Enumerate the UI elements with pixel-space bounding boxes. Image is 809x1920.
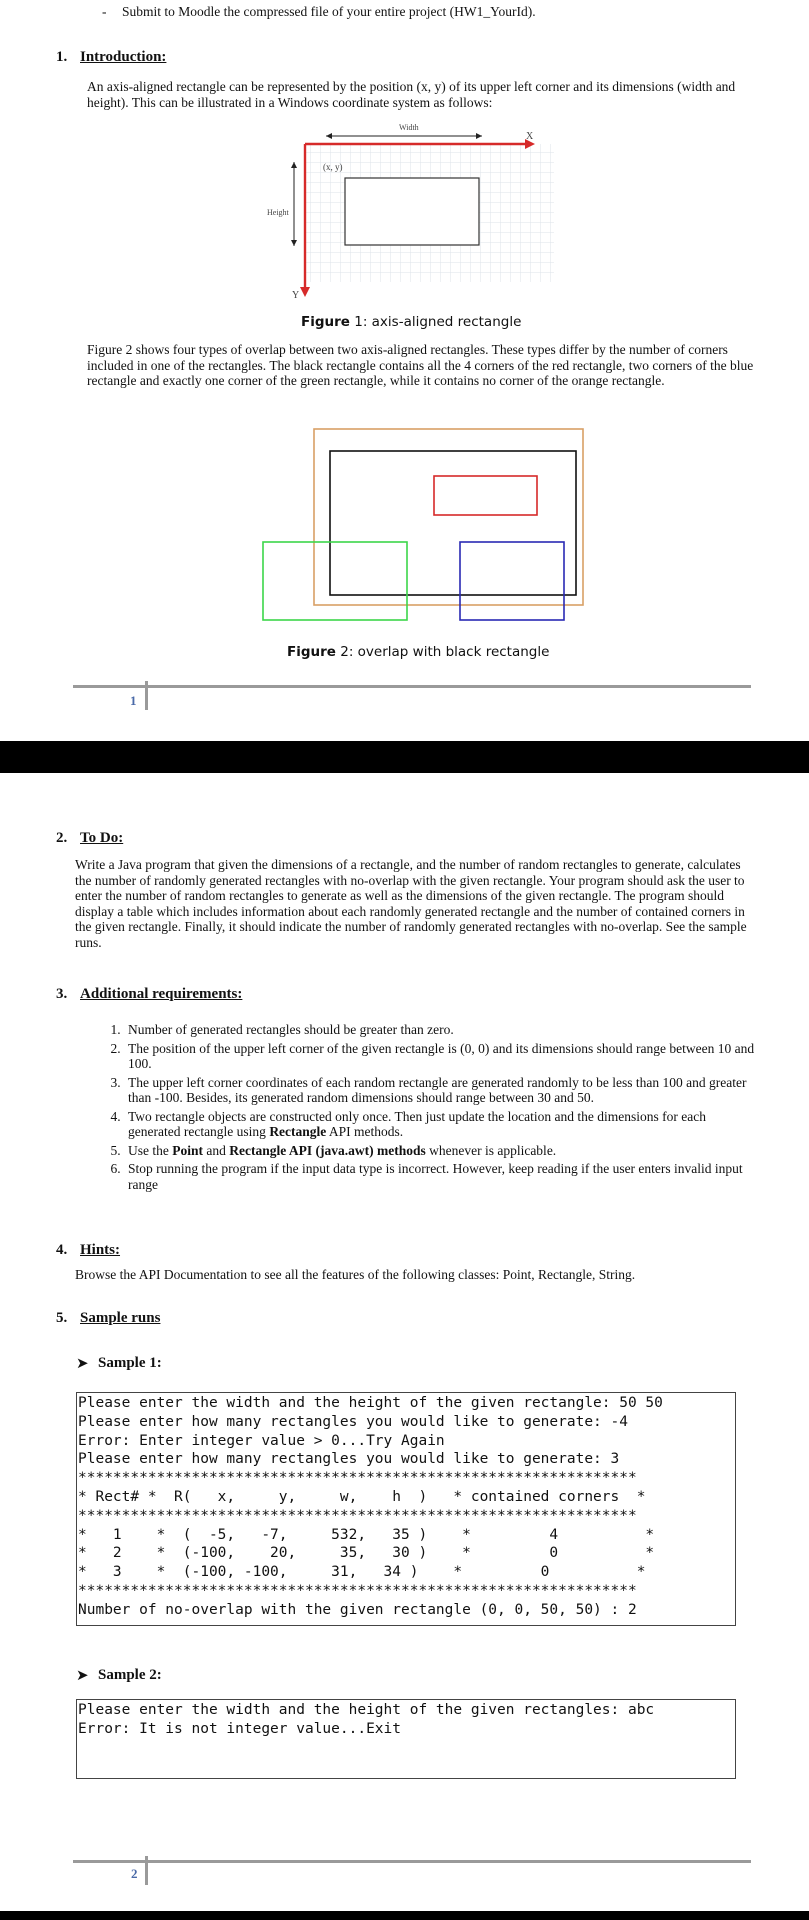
requirement-text: The position of the upper left corner of the given rectangle is (0, 0) and its dimensions should range between 10 and 100. (128, 1040, 755, 1071)
requirement-bold: Point (172, 1142, 204, 1158)
console-line: Please enter the width and the height of the given rectangle: 50 50 (78, 1395, 663, 1411)
section-heading-additional-requirements: Additional requirements: (80, 986, 243, 1002)
document-page-2 (0, 773, 809, 1911)
red-rectangle (434, 476, 537, 515)
figure-1-caption (301, 314, 521, 330)
hints-paragraph: Browse the API Documentation to see all the features of the following classes: Point, Rectangle, String. (75, 1267, 636, 1282)
console-line: Please enter how many rectangles you would like to generate: 3 (78, 1451, 620, 1468)
section-number: 1. (56, 49, 68, 65)
sample-2-label: Sample 2: (98, 1667, 162, 1683)
y-axis-label: Y (292, 290, 300, 301)
intro-paragraph: An axis-aligned rectangle can be represented by the position (x, y) of its upper left corner and its dimensions (width and height). This can be illustrated in a Windows coordinate system as follows: (87, 79, 736, 110)
requirement-text: Use the (128, 1142, 173, 1158)
footer-rule (73, 1860, 751, 1863)
requirement-text: Number of generated rectangles should be greater than zero. (128, 1022, 454, 1037)
requirement-item (124, 1109, 757, 1140)
requirement-item (124, 1041, 757, 1072)
black-rectangle (330, 451, 576, 595)
arrow-bullet: ➤ (76, 1356, 89, 1372)
figure-2-caption (287, 644, 549, 660)
x-axis-label: X (526, 131, 534, 142)
console-line: * Rect# * R( x, y, w, h ) * contained corners * (78, 1488, 646, 1505)
submit-instruction: Submit to Moodle the compressed file of your entire project (HW1_YourId). (122, 4, 536, 19)
console-line: **************************************************************** (78, 1582, 637, 1599)
console-line: Please enter the width and the height of the given rectangles: abc (78, 1702, 655, 1718)
dash-bullet: - (102, 4, 107, 19)
arrow-bullet: ➤ (76, 1668, 89, 1684)
console-line: Number of no-overlap with the given rectangle (0, 0, 50, 50) : 2 (78, 1601, 637, 1618)
figure-2-diagram (255, 422, 595, 627)
section-number: 3. (56, 986, 68, 1002)
section-number: 2. (56, 830, 68, 846)
caption-text: 2: overlap with black rectangle (335, 644, 550, 660)
console-line: * 2 * (-100, 20, 35, 30 ) * 0 * (78, 1545, 655, 1562)
console-line: Please enter how many rectangles you would like to generate: -4 (78, 1413, 628, 1430)
page-number: 1 (130, 693, 137, 708)
requirement-bold: Rectangle API (java.awt) methods (229, 1142, 426, 1158)
requirement-item (124, 1022, 757, 1038)
sample-1-label: Sample 1: (98, 1355, 162, 1371)
section-number: 4. (56, 1242, 68, 1258)
document-page-1 (0, 0, 809, 741)
section-heading-introduction: Introduction: (80, 49, 167, 65)
blue-rectangle (460, 542, 564, 620)
page-number: 2 (131, 1866, 138, 1881)
xy-label: (x, y) (323, 162, 343, 172)
figure-2-paragraph: Figure 2 shows four types of overlap between two axis-aligned rectangles. These types differ by the number of corners included in one of the rectangles. The black rectangle contains all the 4 corners of the red rectangle, two corners of the blue rectangle and exactly one corner of the green rectangle, while it contains no corner of the orange rectangle. (87, 342, 754, 388)
height-label: Height (267, 208, 289, 217)
requirement-item (124, 1075, 757, 1106)
requirement-text: The upper left corner coordinates of each random rectangle are generated randomly to be less than 100 and greater than -100. Besides, its generated random dimensions should range between 30 and 50. (128, 1074, 747, 1105)
console-line: **************************************************************** (78, 1470, 637, 1487)
footer-rule (73, 685, 751, 688)
console-line: Error: Enter integer value > 0...Try Again (78, 1432, 445, 1449)
figure-1-diagram (260, 122, 560, 310)
caption-label: Figure (301, 314, 350, 330)
console-line: * 1 * ( -5, -7, 532, 35 ) * 4 * (78, 1526, 655, 1543)
console-line: **************************************************************** (78, 1507, 637, 1524)
sample-2-console (76, 1699, 736, 1779)
footer-tick (145, 681, 148, 710)
requirement-text: API methods. (326, 1124, 404, 1139)
width-label: Width (399, 123, 419, 132)
sample-1-console (76, 1392, 736, 1626)
requirement-text: Stop running the program if the input data type is incorrect. However, keep reading if the user enters invalid input range (128, 1161, 743, 1192)
section-heading-hints: Hints: (80, 1242, 121, 1258)
green-rectangle (263, 542, 407, 620)
requirement-item (124, 1143, 757, 1159)
requirement-text: whenever is applicable. (425, 1142, 557, 1158)
section-heading-sample-runs: Sample runs (80, 1310, 161, 1326)
requirement-text: and (203, 1142, 230, 1158)
requirement-text: Two rectangle objects are constructed only once. Then just update the location and the dimensions for each generated rectangle using (128, 1108, 706, 1139)
example-rectangle (345, 178, 479, 245)
orange-rectangle (314, 429, 583, 605)
console-line: Error: It is not integer value...Exit (78, 1720, 402, 1737)
caption-label: Figure (287, 644, 336, 660)
console-line: * 3 * (-100, -100, 31, 34 ) * 0 * (78, 1564, 646, 1581)
requirements-list (92, 1022, 757, 1195)
caption-text: 1: axis-aligned rectangle (349, 314, 522, 330)
footer-tick (145, 1856, 148, 1885)
section-number: 5. (56, 1310, 68, 1326)
requirement-bold: Rectangle (269, 1124, 327, 1139)
section-heading-todo: To Do: (80, 830, 124, 846)
requirement-item (124, 1161, 757, 1192)
todo-paragraph: Write a Java program that given the dimensions of a rectangle, and the number of random rectangles to generate, calculates the number of randomly generated rectangles with no-overlap with the given rectangle. Your program should ask the user to enter the number of random rectangles to generate as well as the dimensions of the given rectangle. The program should display a table which includes information about each randomly generated rectangle and the number of contained corners in the given rectangle. Finally, it should indicate the number of randomly generated rectangles with no-overlap. See the sample runs. (75, 857, 747, 950)
